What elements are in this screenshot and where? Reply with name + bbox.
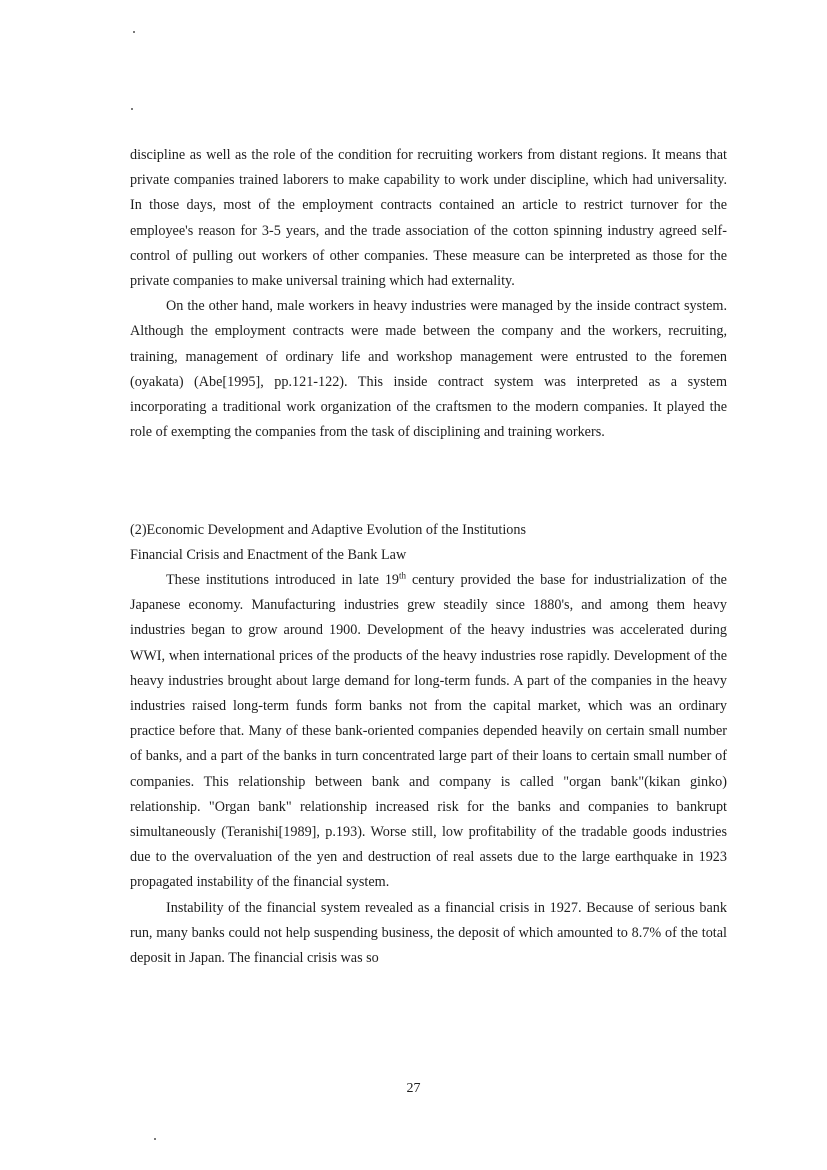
paragraph-industrialization — [130, 568, 727, 896]
subsection-heading: Financial Crisis and Enactment of the Bank Law — [130, 547, 407, 563]
text-run: century provided the base for industrialization of the Japanese economy. Manufacturing industries grew steadily since 1880's, and among them heavy industries began to grow around 1900. Development of the heavy industries was accelerated during WWI, when international prices of the products of the heavy industries rose rapidly. Development of the heavy industries brought about large demand for long-term funds. A part of the companies in the heavy industries raised long-term funds form banks not from the capital market, which was an ordinary practice before that. Many of these bank-oriented companies depended heavily on certain small number of banks, and a part of the banks in turn concentrated large part of their loans to certain small number of companies. This relationship between bank and company is called "organ bank"(kikan ginko) relationship. "Organ bank" relationship increased risk for the banks and companies to bankrupt simultaneously (Teranishi[1989], p.193). Worse still, low profitability of the tradable goods industries due to the overvaluation of the yen and destruction of real assets due to the large earthquake in 1923 propagated instability of the financial system. — [130, 572, 727, 891]
paragraph-inside-contract: On the other hand, male workers in heavy industries were managed by the inside contract system. Although the employment contracts were made between the company and the workers, recruiting, training, management of ordinary life and workshop management were entrusted to the foremen (oyakata) (Abe[1995], pp.121-122). This inside contract system was interpreted as a system incorporating a traditional work organization of the craftsmen to the modern companies. It played the role of exempting the companies from the task of disciplining and training workers. — [130, 298, 727, 441]
section-2-text — [130, 568, 727, 971]
section-1-text — [130, 143, 727, 445]
paragraph-discipline: discipline as well as the role of the condition for recruiting workers from distant regions. It means that private companies trained laborers to make capability to work under discipline, which had universality. In those days, most of the employment contracts contained an article to restrict turnover for the employee's reason for 3-5 years, and the trade association of the cotton spinning industry agreed self-control of pulling out workers of other companies. These measure can be interpreted as those for the private companies to make universal training which had externality. — [130, 147, 727, 290]
page-number: 27 — [406, 1081, 421, 1096]
section-heading: (2)Economic Development and Adaptive Evolution of the Institutions — [130, 522, 526, 538]
paragraph-financial-crisis: Instability of the financial system revealed as a financial crisis in 1927. Because of serious bank run, many banks could not help suspending business, the deposit of which amounted to 8.7% of the total deposit in Japan. The financial crisis was so — [130, 899, 727, 967]
superscript: th — [399, 570, 407, 581]
scan-speck — [154, 1138, 156, 1140]
scan-speck — [133, 31, 135, 33]
scan-speck — [131, 108, 133, 110]
text-run: These institutions introduced in late 19 — [166, 572, 400, 588]
